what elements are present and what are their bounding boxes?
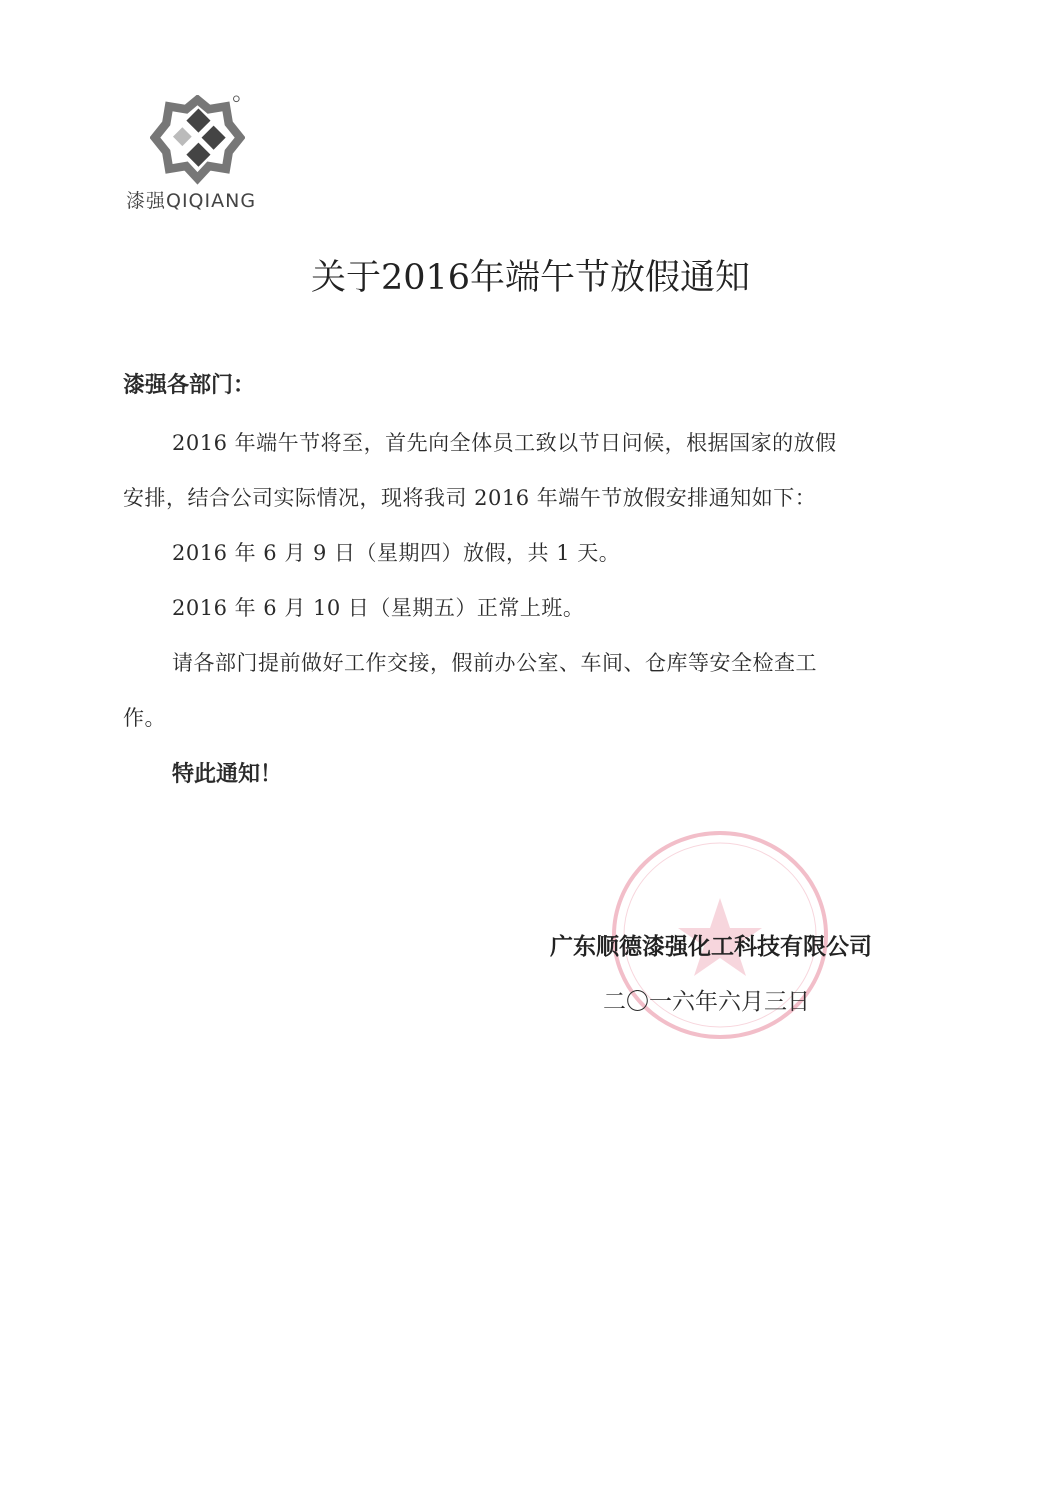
body-line: 安排，结合公司实际情况，现将我司 2016 年端午节放假安排通知如下： [123,486,817,510]
company-logo [150,95,245,185]
body-line: 作。 [123,706,166,730]
closing-line: 特此通知！ [172,762,283,787]
signature-date: 二〇一六年六月三日 [603,989,810,1015]
body-line: 2016 年 6 月 10 日（星期五）正常上班。 [172,596,585,620]
signature-company: 广东顺德漆强化工科技有限公司 [550,934,872,960]
greeting: 漆强各部门： [123,373,256,398]
logo-text: 漆强QIQIANG [126,190,257,212]
body-line: 2016 年端午节将至，首先向全体员工致以节日问候，根据国家的放假 [172,431,837,455]
document-title: 关于2016年端午节放假通知 [310,258,751,298]
body-line: 2016 年 6 月 9 日（星期四）放假，共 1 天。 [172,541,621,565]
body-line: 请各部门提前做好工作交接，假前办公室、车间、仓库等安全检查工 [172,651,817,675]
